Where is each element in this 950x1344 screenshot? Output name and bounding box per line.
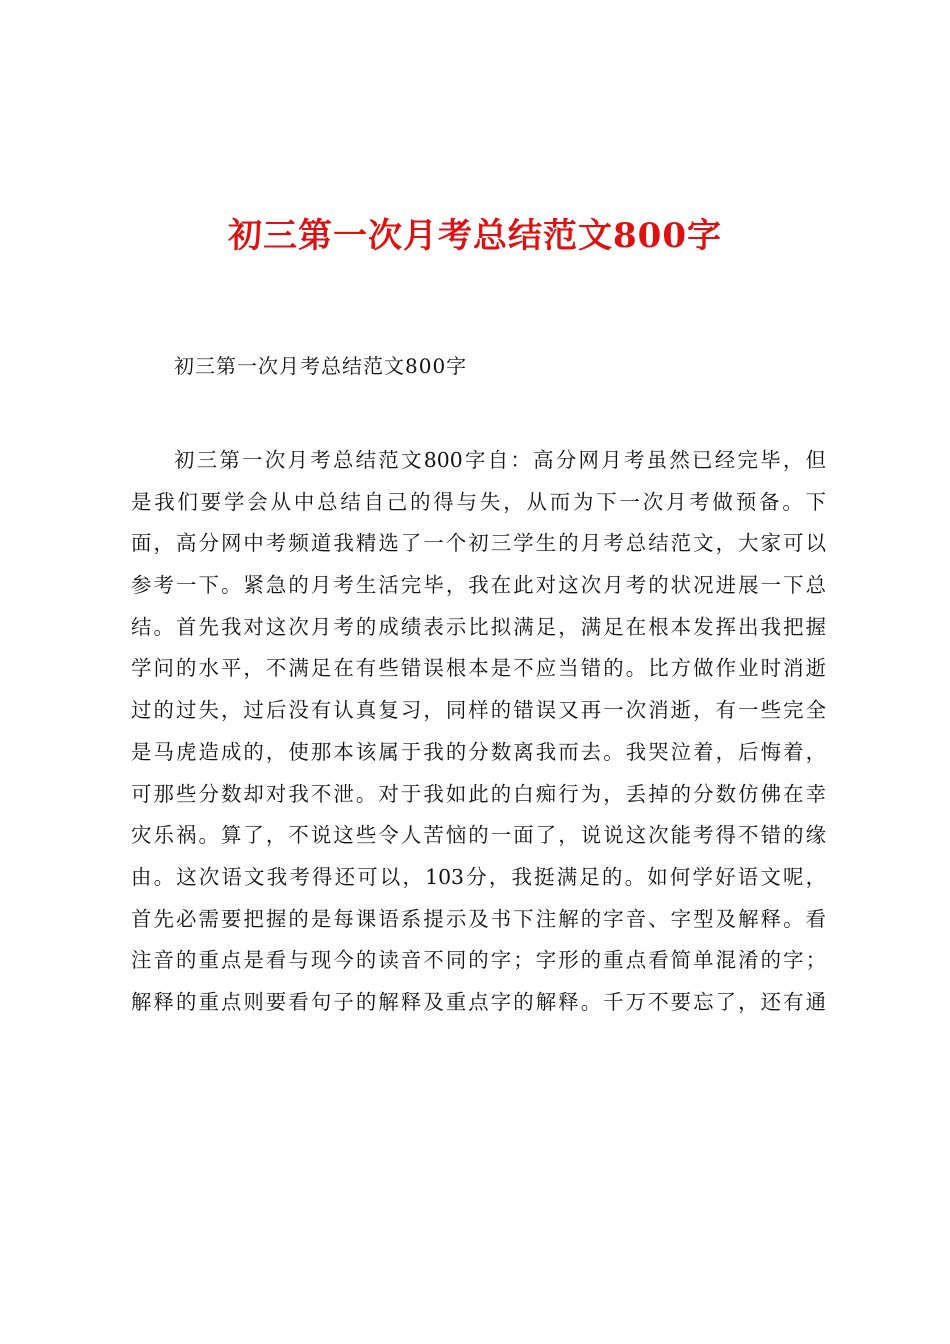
body-line: 初三第一次月考总结范文800字自：高分网月考虽然已经完毕，但 <box>174 448 826 472</box>
body-line: 首先必需要把握的是每课语系提示及书下注解的字音、字型及解释。看 <box>131 906 826 931</box>
body-line: 可那些分数却对我不泄。对于我如此的白痴行为，丢掉的分数仿佛在幸 <box>131 781 826 806</box>
body-line: 是马虎造成的，使那本该属于我的分数离我而去。我哭泣着，后悔着， <box>131 739 826 764</box>
body-line: 参考一下。紧急的月考生活完毕，我在此对这次月考的状况进展一下总 <box>131 573 826 598</box>
body-paragraph <box>131 440 826 1024</box>
body-line: 面，高分网中考频道我精选了一个初三学生的月考总结范文，大家可以 <box>131 531 826 556</box>
body-line: 结。首先我对这次月考的成绩表示比拟满足，满足在根本发挥出我把握 <box>131 614 826 639</box>
body-line: 解释的重点则要看句子的解释及重点字的解释。千万不要忘了，还有通 <box>131 989 826 1014</box>
document-subtitle: 初三第一次月考总结范文800字 <box>174 354 468 378</box>
document-title: 初三第一次月考总结范文800字 <box>228 216 722 256</box>
body-line: 过的过失，过后没有认真复习，同样的错误又再一次消逝，有一些完全 <box>131 698 826 723</box>
body-line: 学问的水平，不满足在有些错误根本是不应当错的。比方做作业时消逝 <box>131 656 826 681</box>
body-line: 灾乐祸。算了，不说这些令人苦恼的一面了，说说这次能考得不错的缘 <box>131 823 826 848</box>
body-line: 由。这次语文我考得还可以，103分，我挺满足的。如何学好语文呢， <box>131 864 826 889</box>
body-line: 注音的重点是看与现今的读音不同的字；字形的重点看简单混淆的字； <box>131 948 826 973</box>
body-line: 是我们要学会从中总结自己的得与失，从而为下一次月考做预备。下 <box>131 489 826 514</box>
